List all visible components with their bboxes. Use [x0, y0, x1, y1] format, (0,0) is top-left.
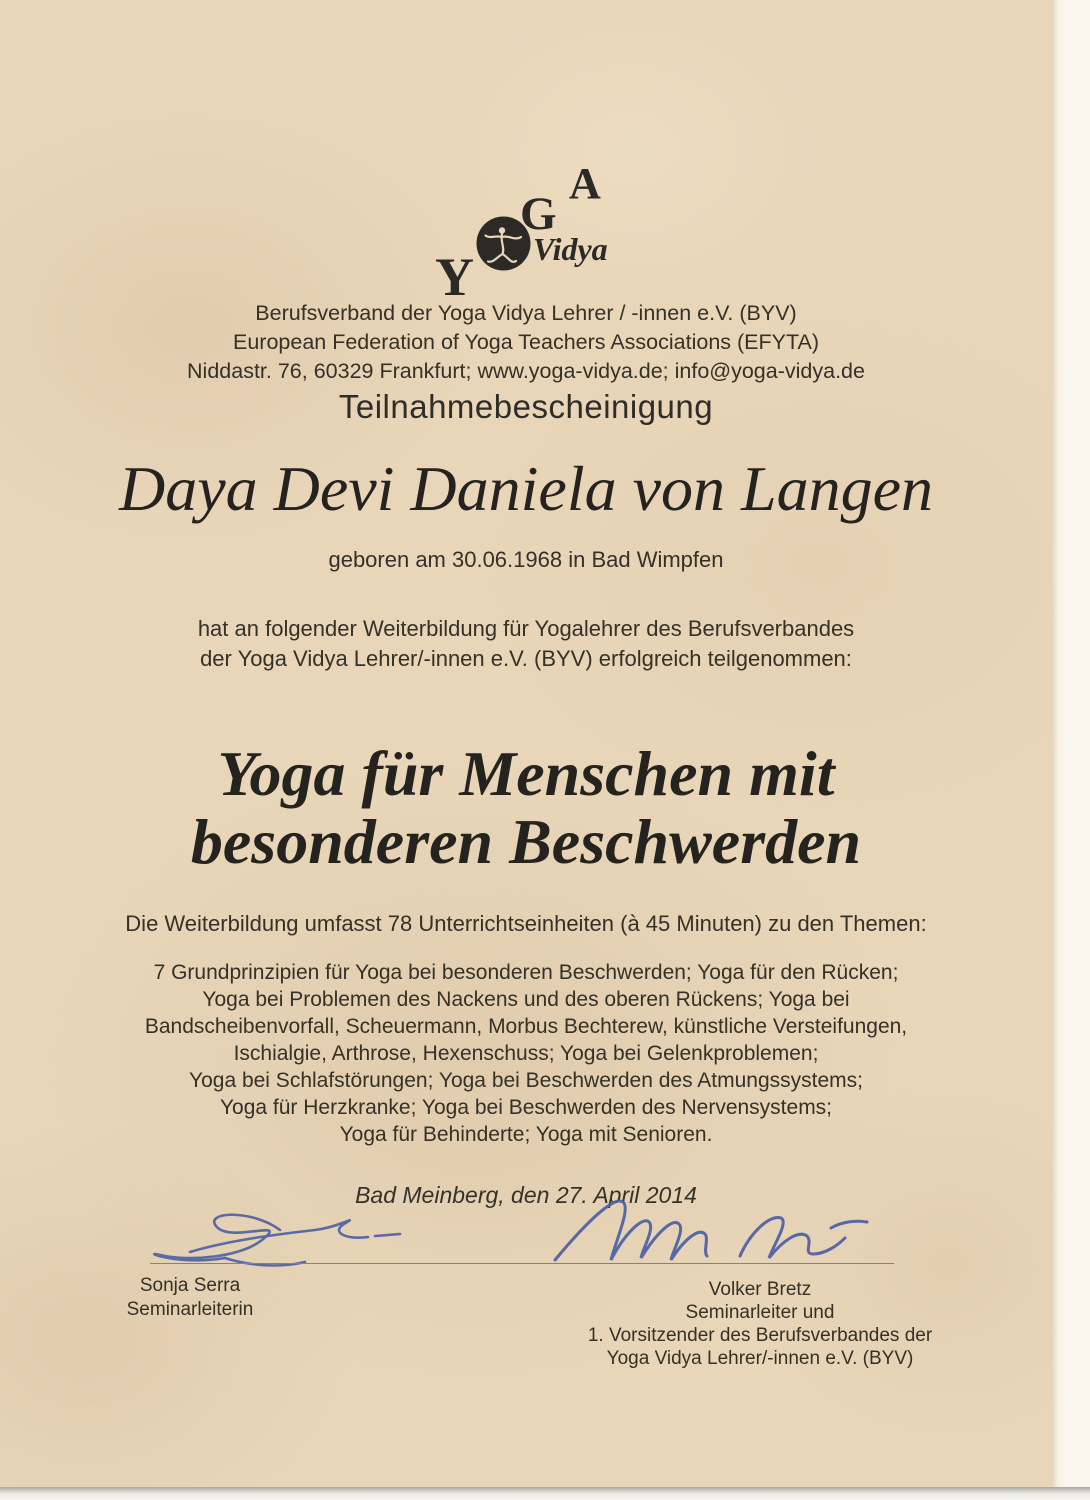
scan-edge-bottom [0, 1487, 1090, 1500]
org-line: Berufsverband der Yoga Vidya Lehrer / -innen e.V. (BYV) [255, 301, 797, 325]
topic-line: Yoga bei Schlafstörungen; Yoga bei Beschwerden des Atmungssystems; [189, 1069, 863, 1092]
topic-line: Ischialgie, Arthrose, Hexenschuss; Yoga bei Gelenkproblemen; [233, 1042, 819, 1065]
recipient-birth-line: geboren am 30.06.1968 in Bad Wimpfen [328, 547, 724, 572]
topic-line: Yoga für Herzkranke; Yoga bei Beschwerden des Nervensystems; [219, 1096, 833, 1119]
document-type-title: Teilnahmebescheinigung [338, 388, 714, 425]
org-line: European Federation of Yoga Teachers Associations (EFYTA) [232, 330, 820, 354]
intro-block [0, 614, 1052, 673]
topic-line: Yoga bei Problemen des Nackens und des oberen Rückens; Yoga bei [202, 988, 850, 1011]
course-title-line: Yoga für Menschen mit [217, 738, 835, 809]
left-signatory-role: Seminarleiterin [126, 1299, 254, 1320]
right-signatory-role: Yoga Vidya Lehrer/-innen e.V. (BYV) [606, 1348, 914, 1369]
topic-line: Bandscheibenvorfall, Scheuermann, Morbus Bechterew, künstliche Versteifungen, [144, 1015, 908, 1038]
right-signatory-name: Volker Bretz [708, 1279, 812, 1300]
course-title [0, 740, 1052, 876]
intro-line: der Yoga Vidya Lehrer/-innen e.V. (BYV) erfolgreich teilgenommen: [200, 645, 852, 671]
logo-letter-g: G [520, 188, 557, 240]
left-signatory-block [60, 1274, 320, 1322]
left-signature-scribble [130, 1200, 450, 1280]
recipient-name: Daya Devi Daniela von Langen [118, 453, 934, 524]
topics-block [0, 959, 1052, 1148]
right-signatory-block [570, 1278, 950, 1370]
org-line: Niddastr. 76, 60329 Frankfurt; www.yoga-vidya.de; info@yoga-vidya.de [187, 359, 865, 383]
logo-letter-a: A [569, 159, 601, 208]
scope-line: Die Weiterbildung umfasst 78 Unterrichtseinheiten (à 45 Minuten) zu den Themen: [125, 911, 927, 936]
course-title-line: besonderen Beschwerden [190, 806, 862, 877]
left-signatory-name: Sonja Serra [139, 1275, 241, 1296]
right-signature-scribble [545, 1188, 895, 1273]
signature-line [150, 1263, 894, 1264]
scan-edge-right [1052, 0, 1090, 1500]
right-signatory-role: 1. Vorsitzender des Berufsverbandes der [587, 1325, 933, 1346]
right-signatory-role: Seminarleiter und [685, 1302, 835, 1323]
logo-letter-y: Y [435, 247, 474, 307]
topic-line: Yoga für Behinderte; Yoga mit Senioren. [339, 1123, 713, 1146]
organisation-block [0, 299, 1052, 386]
topic-line: 7 Grundprinzipien für Yoga bei besonderen Beschwerden; Yoga für den Rücken; [153, 961, 899, 984]
logo-word-vidya: Vidya [533, 231, 608, 267]
intro-line: hat an folgender Weiterbildung für Yogalehrer des Berufsverbandes [197, 616, 855, 641]
place-date-line: Bad Meinberg, den 27. April 2014 [355, 1182, 697, 1208]
